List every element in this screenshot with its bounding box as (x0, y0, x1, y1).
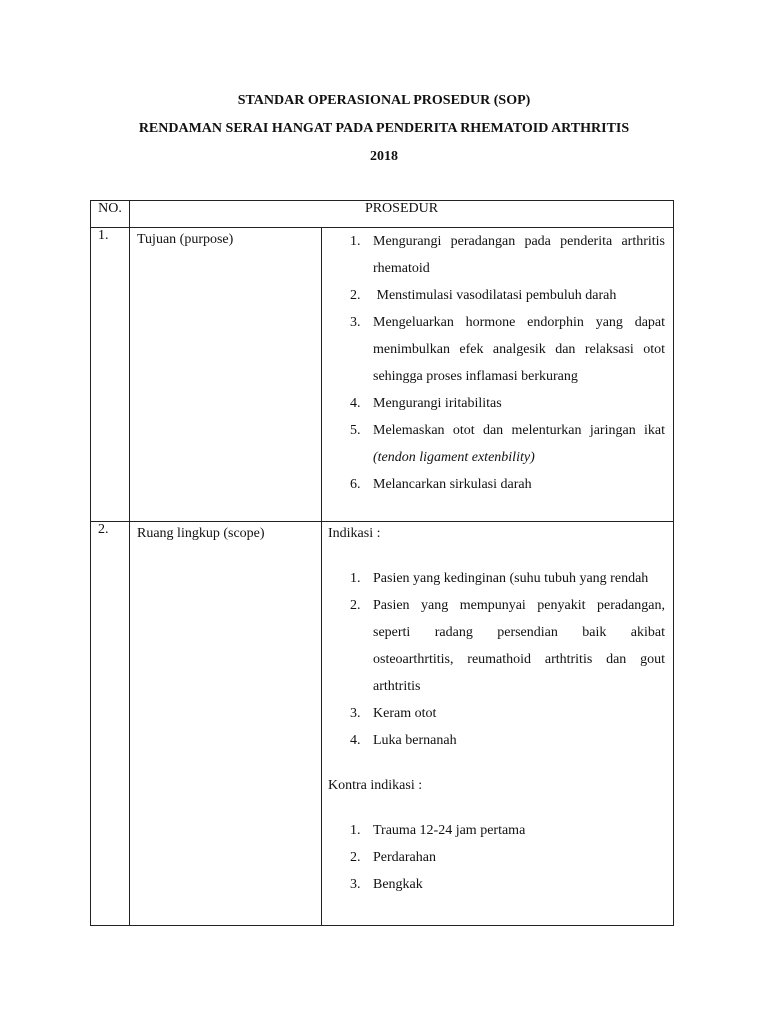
purpose-list (328, 228, 665, 498)
row-label: Ruang lingkup (scope) (130, 522, 322, 926)
list-item: 4. Mengurangi iritabilitas (350, 396, 502, 411)
procedure-table (90, 200, 674, 926)
doc-year: 2018 (370, 149, 398, 164)
list-item: 2. Pasien yang mempunyai penyakit peradangan, seperti radang persendian baik akibat osteoarthrtitis, reumathoid arthtritis dan gout arthtritis (350, 598, 666, 694)
kontra-heading: Kontra indikasi : (328, 778, 423, 793)
list-item: 3. Bengkak (350, 877, 423, 892)
header-no: NO. (91, 201, 130, 228)
list-item: 2. Perdarahan (350, 850, 436, 865)
table-header-row (91, 201, 674, 228)
list-item: 3. Keram otot (350, 706, 437, 721)
list-item: 3. Mengeluarkan hormone endorphin yang dapat menimbulkan efek analgesik dan relaksasi otot sehingga proses inflamasi berkurang (350, 315, 666, 384)
list-item: 5. Melemaskan otot dan melenturkan jaringan ikat (tendon ligament extenbility) (350, 423, 666, 465)
doc-subtitle: RENDAMAN SERAI HANGAT PADA PENDERITA RHEMATOID ARTHRITIS (138, 121, 630, 136)
doc-title: STANDAR OPERASIONAL PROSEDUR (SOP) (237, 93, 531, 108)
kontra-list (328, 817, 665, 898)
list-item: 4. Luka bernanah (350, 733, 457, 748)
row-content (322, 522, 674, 926)
indikasi-list (328, 565, 665, 754)
list-item: 1. Pasien yang kedinginan (suhu tubuh yang rendah (350, 571, 649, 586)
list-item: 2. Menstimulasi vasodilatasi pembuluh darah (350, 288, 617, 303)
list-item: 1. Trauma 12-24 jam pertama (350, 823, 526, 838)
list-item: 1. Mengurangi peradangan pada penderita arthritis rhematoid (350, 234, 666, 276)
row-content (322, 228, 674, 522)
header-prosedur: PROSEDUR (130, 201, 674, 228)
row-number: 2. (91, 522, 130, 926)
table-row (91, 228, 674, 522)
list-item: 6. Melancarkan sirkulasi darah (350, 477, 532, 492)
table-row (91, 522, 674, 926)
row-label: Tujuan (purpose) (130, 228, 322, 522)
row-number: 1. (91, 228, 130, 522)
indikasi-heading: Indikasi : (328, 526, 381, 541)
